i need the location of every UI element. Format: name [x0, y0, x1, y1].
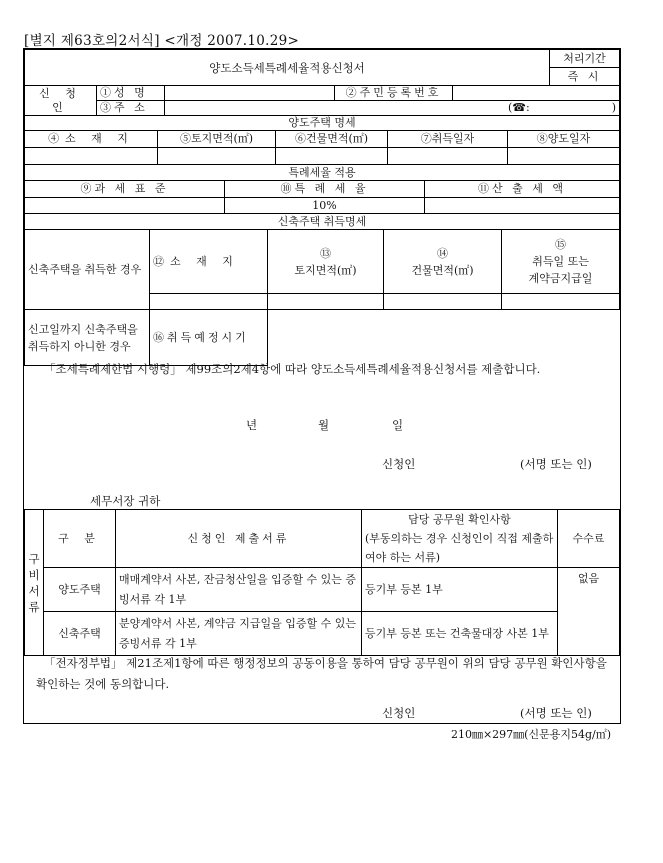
consent-sign-note: (서명 또는 인): [520, 706, 592, 720]
acquisition-date-field[interactable]: [388, 148, 508, 165]
official-check-note: (부동의하는 경우 신청인이 직접 제출하여야 하는 서류): [365, 532, 554, 564]
special-rate-value: 10%: [225, 198, 425, 214]
computed-tax-col: ⑪산 출 세 액: [425, 181, 620, 198]
official-check-col: [362, 510, 558, 568]
phone-label: (☎:: [508, 101, 530, 114]
land-area-col: ⑤토지면적(㎡): [158, 131, 276, 148]
processing-period-label: 처리기간: [550, 50, 620, 68]
new-acquisition-field[interactable]: [502, 294, 620, 310]
building-area-col: ⑥건물면적(㎡): [276, 131, 388, 148]
special-rate-col: ⑩특 례 세 율: [225, 181, 425, 198]
not-acquired-label: 신고일까지 신축주택을 취득하지 아니한 경우: [25, 310, 150, 366]
division-col: 구 분: [44, 510, 116, 568]
new-acquisition-label-2: 계약금지급일: [528, 272, 593, 285]
address-field[interactable]: [165, 101, 620, 116]
submit-docs-transfer: 매매계약서 사본, 잔금청산일을 입증할 수 있는 증빙서류 각 1부: [116, 568, 362, 612]
name-field[interactable]: [165, 86, 335, 101]
transfer-date-field[interactable]: [508, 148, 620, 165]
application-form: [23, 48, 621, 724]
planned-acquisition-field[interactable]: [268, 310, 620, 366]
tax-base-col: ⑨과 세 표 준: [25, 181, 225, 198]
land-area-field[interactable]: [158, 148, 276, 165]
date-day: 일: [392, 418, 404, 432]
location-col: ④소 재 지: [25, 131, 158, 148]
new-building-area-num: ⑭: [437, 246, 448, 260]
sign-note: (서명 또는 인): [520, 457, 592, 471]
new-land-area-col: [268, 230, 384, 294]
tax-base-field[interactable]: [25, 198, 225, 214]
paper-size-footer: 210㎜×297㎜(신문용지54g/㎡): [450, 728, 611, 741]
location-field[interactable]: [25, 148, 158, 165]
official-docs-new: 등기부 등본 또는 건축물대장 사본 1부: [362, 612, 558, 656]
name-label: ①성 명: [97, 86, 165, 101]
address-label: ③주 소: [97, 101, 165, 116]
building-area-field[interactable]: [276, 148, 388, 165]
new-location-field[interactable]: [150, 294, 268, 310]
resident-number-field[interactable]: [453, 86, 620, 101]
title-applicant-table: [24, 49, 620, 116]
new-acquisition-num: ⑮: [555, 238, 567, 251]
transfer-house-section: 양도주택 명세: [25, 116, 620, 131]
submit-docs-col: 신청인 제출서류: [116, 510, 362, 568]
processing-period-value: 즉 시: [550, 68, 620, 86]
acquired-case-label: 신축주택을 취득한 경우: [25, 230, 150, 310]
documents-table: [24, 509, 620, 656]
consent-text: 「전자정부법」 제21조제1항에 따른 행정정보의 공동이용을 통하여 담당 공무원이 위의 담당 공무원 확인사항을 확인하는 것에 동의합니다.: [36, 656, 607, 691]
new-house-section: 신축주택 취득명세: [25, 214, 620, 230]
form-title: 양도소득세특례세율적용신청서: [25, 50, 550, 86]
new-building-area-field[interactable]: [384, 294, 502, 310]
recipient: 세무서장 귀하: [90, 494, 161, 508]
phone-close: ): [611, 101, 617, 114]
special-rate-section: 특례세율 적용: [25, 165, 620, 181]
documents-side-label: 구비서류: [25, 510, 44, 656]
applicant-label: 신 청 인: [25, 86, 97, 116]
new-land-area-label: 토지면적(㎡): [294, 263, 357, 277]
form-number-header: [별지 제63호의2서식] <개정 2007.10.29>: [24, 33, 300, 49]
new-building-area-col: [384, 230, 502, 294]
declaration-text: 「조세특례제한법 시행령」 제99조의2제4항에 따라 양도소득세특례세율적용신청서를 제출합니다.: [44, 362, 541, 376]
computed-tax-field[interactable]: [425, 198, 620, 214]
signer-label: 신청인: [382, 457, 416, 471]
fee-value: 없음: [558, 568, 620, 656]
consent-signer-label: 신청인: [382, 706, 416, 720]
official-docs-transfer: 등기부 등본 1부: [362, 568, 558, 612]
fee-col: 수수료: [558, 510, 620, 568]
new-land-area-field[interactable]: [268, 294, 384, 310]
new-land-area-num: ⑬: [320, 246, 331, 260]
new-acquisition-col: [502, 230, 620, 294]
planned-acquisition-label: ⑯취득예정시기: [150, 310, 268, 366]
transfer-house-table: [24, 115, 620, 165]
official-check-title: 담당 공무원 확인사항: [408, 513, 511, 526]
acquisition-date-col: ⑦취득일자: [388, 131, 508, 148]
new-acquisition-label-1: 취득일 또는: [532, 255, 589, 268]
date-month: 월: [318, 418, 330, 432]
transfer-date-col: ⑧양도일자: [508, 131, 620, 148]
submit-docs-new: 분양계약서 사본, 계약금 지급일을 입증할 수 있는 증빙서류 각 1부: [116, 612, 362, 656]
resident-number-label: ②주민등록번호: [335, 86, 453, 101]
new-building-area-label: 건물면적(㎡): [411, 263, 474, 277]
new-location-col: ⑫소 재 지: [150, 230, 268, 294]
division-transfer: 양도주택: [44, 568, 116, 612]
new-house-table: [24, 213, 620, 366]
division-new: 신축주택: [44, 612, 116, 656]
special-rate-table: [24, 164, 620, 214]
date-year: 년: [246, 418, 258, 432]
